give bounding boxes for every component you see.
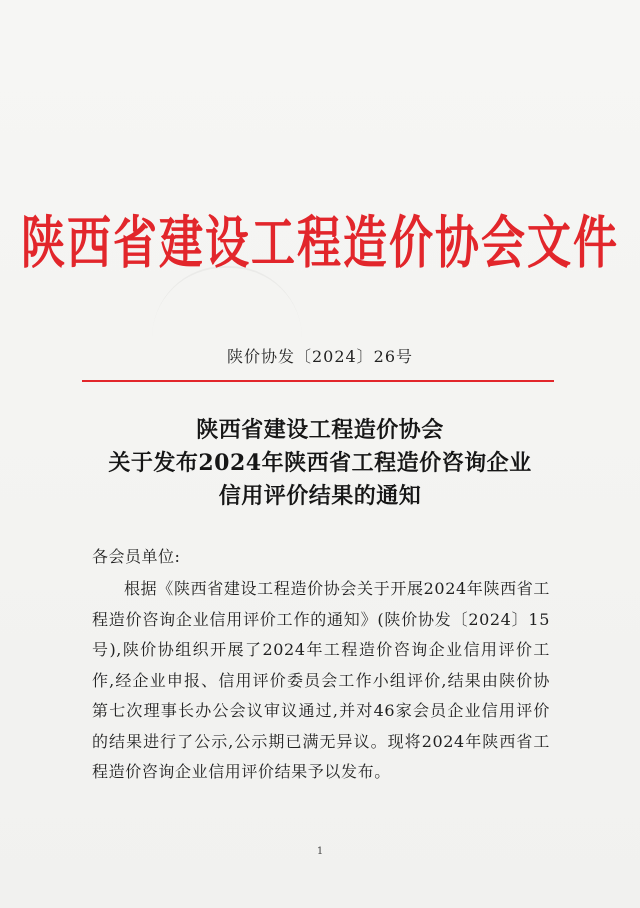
document-number: 陕价协发〔2024〕26号 [226, 347, 414, 366]
title-line-1: 陕西省建设工程造价协会 [196, 417, 444, 443]
notice-title [0, 414, 640, 513]
salutation: 各会员单位: [92, 547, 181, 566]
body-paragraph: 根据《陕西省建设工程造价协会关于开展2024年陕西省工程造价咨询企业信用评价工作的通知》(陕价协发〔2024〕15号),陕价协组织开展了2024年工程造价咨询企业信用评价工作,经企业申报、信用评价委员会工作小组评价,结果由陕价协第七次理事长办公会议审议通过,并对46家会员企业信用评价的结果进行了公示,公示期已满无异议。现将2024年陕西省工程造价咨询企业信用评价结果予以发布。 [92, 579, 550, 781]
red-separator-line [82, 380, 554, 382]
title-line-2: 关于发布2024年陕西省工程造价咨询企业 [108, 450, 532, 476]
document-body [92, 542, 550, 788]
title-line-3: 信用评价结果的通知 [218, 483, 422, 509]
masthead-title: 陕西省建设工程造价协会文件 [21, 210, 619, 276]
page-number: 1 [316, 846, 324, 857]
